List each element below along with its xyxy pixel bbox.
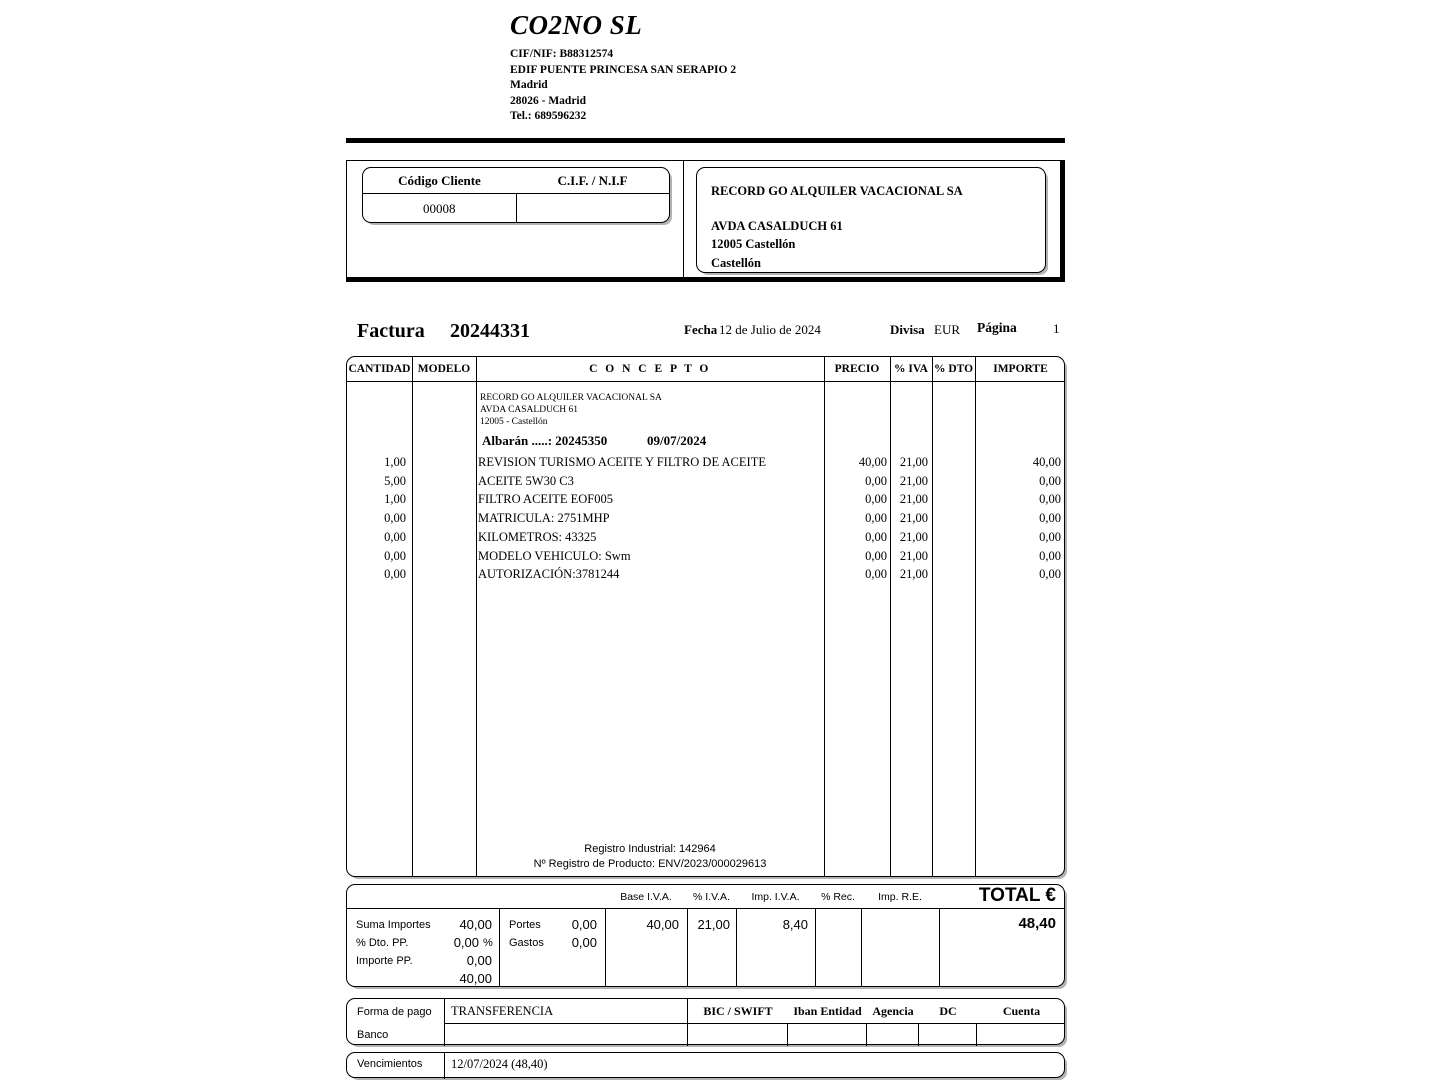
customer-spacer [711,201,1031,217]
totals-value-imp-iva: 8,40 [782,917,808,932]
totals-header-imp-re: Imp. R.E. [878,890,922,903]
registro-industrial-note: Registro Industrial: 142964 [584,843,716,855]
payment-box [346,998,1065,1045]
row-concepto: MATRICULA: 2751MHP [478,511,610,526]
bank-cell-divider-3 [918,1023,919,1046]
table-row [347,567,1064,586]
totals-label-portes: Portes [509,919,541,931]
row-iva: 21,00 [899,529,928,544]
forma-de-pago-value: TRANSFERENCIA [451,1004,554,1018]
column-header-importe: IMPORTE [993,363,1048,375]
totals-header-total: TOTAL € [978,884,1056,906]
row-importe: 0,00 [1039,492,1061,507]
bank-header-iban-entidad: Iban Entidad [793,1003,862,1018]
row-concepto: KILOMETROS: 43325 [478,529,597,544]
pagina-value: 1 [1053,321,1060,336]
totals-value-pct-iva: 21,00 [697,917,730,932]
divisa-value: EUR [934,322,960,337]
codigo-cliente-value: 00008 [423,200,456,216]
payment-label-divider [444,1023,687,1024]
vencimientos-box [346,1052,1065,1078]
totals-label-importe-pp: Importe PP. [356,955,413,967]
company-phone: Tel.: 689596232 [510,110,587,122]
forma-de-pago-label: Forma de pago [357,1006,432,1018]
company-address: EDIF PUENTE PRINCESA SAN SERAPIO 2 [510,63,737,76]
totals-value-dto-pp: 0,00 [453,935,479,950]
company-city: Madrid [510,79,548,91]
row-iva: 21,00 [899,567,928,582]
customer-address-box [696,167,1046,273]
vencimientos-value: 12/07/2024 (48,40) [451,1057,548,1071]
totals-value-neto: 40,00 [459,971,492,986]
row-precio: 0,00 [865,567,887,582]
row-importe: 0,00 [1039,548,1061,563]
row-concepto: FILTRO ACEITE EOF005 [478,492,613,507]
row-concepto: REVISION TURISMO ACEITE Y FILTRO DE ACEITE [478,455,766,469]
header-divider-rule [346,138,1065,143]
customer-province: Castellón [711,255,761,270]
codigo-cliente-label: Código Cliente [398,172,481,188]
customer-street: AVDA CASALDUCH 61 [711,218,843,233]
row-iva: 21,00 [899,473,928,488]
vencimientos-divider [444,1053,445,1079]
row-precio: 0,00 [865,511,887,526]
column-header-precio: PRECIO [834,363,880,375]
items-table-body [347,381,1064,876]
row-precio: 0,00 [865,548,887,563]
row-precio: 0,00 [865,492,887,507]
registro-producto-note: Nº Registro de Producto: ENV/2023/000029613 [533,858,767,870]
client-code-box [362,167,670,223]
row-precio: 0,00 [865,473,887,488]
row-precio: 0,00 [865,529,887,544]
pagina-label: Página [977,320,1017,335]
banco-label: Banco [357,1029,389,1041]
company-details [510,47,736,125]
fecha-label: Fecha [684,322,718,337]
totals-label-gastos: Gastos [509,937,544,949]
bank-header-bic-swift: BIC / SWIFT [703,1003,773,1018]
table-row [347,492,1064,511]
totals-value-gastos: 0,00 [571,935,597,950]
row-importe: 40,00 [1032,455,1061,469]
company-postal-city: 28026 - Madrid [510,94,587,107]
cif-nif-label: C.I.F. / N.I.F [557,172,628,188]
albaran-label: Albarán .....: 20245350 [482,433,608,448]
payment-bank-header-underline [687,1023,1064,1024]
column-header-dto: % DTO [933,363,974,375]
totals-label-suma-importes: Suma Importes [356,919,431,931]
company-name: CO2NO SL [510,10,643,40]
table-row [347,474,1064,493]
row-importe: 0,00 [1039,473,1061,488]
totals-header-base-iva: Base I.V.A. [620,890,672,903]
bank-header-dc: DC [939,1003,957,1018]
fecha-value: 12 de Julio de 2024 [719,322,821,337]
row-concepto: AUTORIZACIÓN:3781244 [478,567,620,582]
row-cantidad: 0,00 [384,511,406,526]
column-header-modelo: MODELO [417,363,471,375]
row-concepto: MODELO VEHICULO: Swm [478,548,631,563]
client-frame-divider [683,161,684,281]
row-iva: 21,00 [899,548,928,563]
bank-cell-divider-2 [866,1023,867,1046]
table-row [347,530,1064,549]
totals-value-base-iva: 40,00 [646,917,679,932]
albaran-date: 09/07/2024 [647,433,707,448]
row-concepto: ACEITE 5W30 C3 [478,473,574,488]
totals-value-importe-pp: 0,00 [466,953,492,968]
row-importe: 0,00 [1039,529,1061,544]
vencimientos-label: Vencimientos [357,1058,423,1070]
totals-header-row [347,885,1064,909]
invoice-number: 20244331 [450,320,530,342]
delivery-address-line-2: AVDA CASALDUCH 61 [480,405,579,415]
totals-value-suma-importes: 40,00 [459,917,492,932]
totals-suffix-dto-pp: % [483,937,493,949]
row-cantidad: 0,00 [384,529,406,544]
items-table [346,356,1065,877]
totals-body [347,908,1064,986]
company-cif: CIF/NIF: B88312574 [510,48,614,60]
totals-box [346,884,1065,987]
bank-header-agencia: Agencia [872,1003,914,1018]
row-iva: 21,00 [899,511,928,526]
row-cantidad: 1,00 [384,455,406,469]
customer-city-line: 12005 Castellón [711,237,796,251]
client-code-header [363,168,669,194]
bank-header-cuenta: Cuenta [1002,1003,1041,1018]
row-iva: 21,00 [899,455,928,469]
invoice-title: Factura [357,320,425,342]
divisa-label: Divisa [890,322,925,337]
row-cantidad: 0,00 [384,567,406,582]
row-precio: 40,00 [858,455,887,469]
cif-nif-value [516,194,670,223]
table-row [347,511,1064,530]
bank-cell-divider-1 [787,1023,788,1046]
table-row [347,549,1064,568]
table-row [347,455,1064,474]
totals-value-total: 48,40 [1018,915,1056,932]
totals-header-pct-rec: % Rec. [821,890,855,903]
delivery-address-line-1: RECORD GO ALQUILER VACACIONAL SA [480,393,662,403]
row-cantidad: 0,00 [384,548,406,563]
row-cantidad: 5,00 [384,473,406,488]
client-code-values [363,194,669,223]
items-table-header [347,357,1064,382]
column-header-iva: % IVA [894,363,928,375]
delivery-address-line-3: 12005 - Castellón [480,417,548,427]
row-importe: 0,00 [1039,567,1061,582]
column-header-concepto: C O N C E P T O [589,363,711,375]
column-header-cantidad: CANTIDAD [348,363,411,375]
totals-header-imp-iva: Imp. I.V.A. [751,890,800,903]
bank-cell-divider-4 [976,1023,977,1046]
totals-value-portes: 0,00 [571,917,597,932]
row-importe: 0,00 [1039,511,1061,526]
customer-name: RECORD GO ALQUILER VACACIONAL SA [711,184,963,198]
totals-label-dto-pp: % Dto. PP. [356,937,409,949]
row-iva: 21,00 [899,492,928,507]
totals-header-pct-iva: % I.V.A. [693,890,730,903]
row-cantidad: 1,00 [384,492,406,507]
